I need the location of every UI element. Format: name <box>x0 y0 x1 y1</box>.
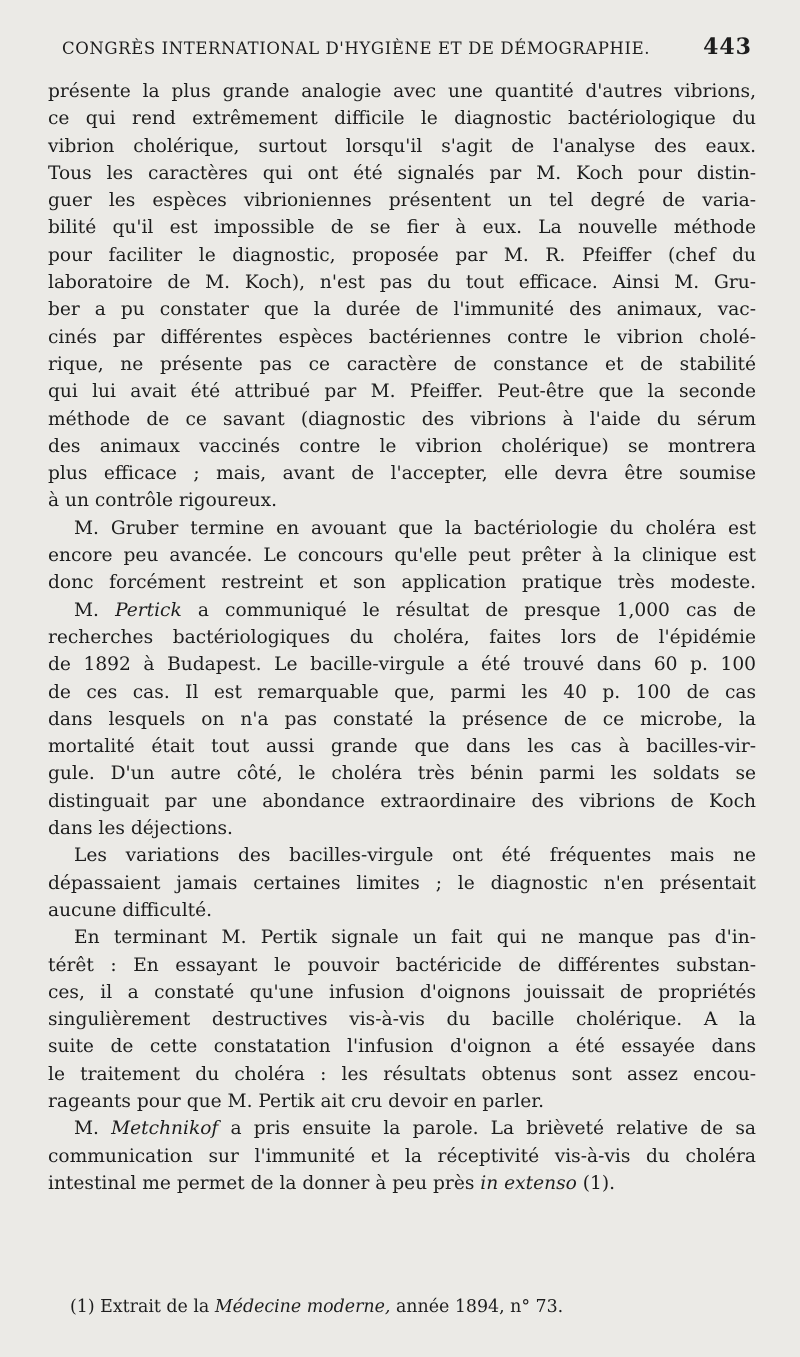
text-line: communication sur l'immunité et la réceptivité vis-à-vis du choléra <box>48 1145 756 1167</box>
text-line-rest: a pris ensuite la parole. La brièveté relative de sa <box>230 1118 756 1140</box>
text-line: encore peu avancée. Le concours qu'elle peut prêter à la clinique est <box>48 545 756 567</box>
text-prefix: M. <box>74 599 99 621</box>
text-line: ber a pu constater que la durée de l'immunité des animaux, vac- <box>48 299 756 321</box>
text-line: suite de cette constatation l'infusion d'oignon a été essayée dans <box>48 1036 756 1058</box>
text-line: dans lesquels on n'a pas constaté la présence de ce microbe, la <box>48 708 756 730</box>
text-line: M. Gruber termine en avouant que la bactériologie du choléra est <box>74 517 756 539</box>
footnote-ref: (1). <box>582 1172 615 1194</box>
text-line: recherches bactériologiques du choléra, faites lors de l'épidémie <box>48 626 756 648</box>
journal-title: Médecine moderne, <box>214 1297 391 1317</box>
text-line: vibrion cholérique, surtout lorsqu'il s'agit de l'analyse des eaux. <box>48 135 756 157</box>
text-line: rageants pour que M. Pertik ait cru devoir en parler. <box>48 1090 544 1112</box>
footnote-text: Extrait de la <box>100 1297 210 1317</box>
text-line: des animaux vaccinés contre le vibrion cholérique) se montrera <box>48 435 756 457</box>
text-line-pertick <box>48 597 756 624</box>
text-line: dans les déjections. <box>48 818 233 840</box>
text-line: qui lui avait été attribué par M. Pfeiffer. Peut-être que la seconde <box>48 381 756 403</box>
text-line: le traitement du choléra : les résultats obtenus sont assez encou- <box>48 1063 756 1085</box>
text-line-start: intestinal me permet de la donner à peu près <box>48 1172 475 1194</box>
text-prefix: M. <box>74 1118 99 1140</box>
footnote-marker: (1) <box>70 1297 95 1317</box>
latin-phrase: in extenso <box>480 1172 577 1194</box>
text-line: cinés par différentes espèces bactériennes contre le vibrion cholé- <box>48 326 756 348</box>
text-line: Les variations des bacilles-virgule ont été fréquentes mais ne <box>74 845 756 867</box>
running-title: CONGRÈS INTERNATIONAL D'HYGIÈNE ET DE DÉMOGRAPHIE. <box>62 39 651 58</box>
body-text <box>48 78 756 1197</box>
text-line: de ces cas. Il est remarquable que, parmi les 40 p. 100 de cas <box>48 681 756 703</box>
person-name-pertick: Pertick <box>115 599 182 621</box>
text-line-final <box>48 1170 756 1197</box>
text-line: à un contrôle rigoureux. <box>48 490 278 512</box>
text-line-rest: a communiqué le résultat de presque 1,000 cas de <box>197 599 756 621</box>
text-line: guer les espèces vibrioniennes présentent un tel degré de varia- <box>48 190 756 212</box>
running-head <box>62 34 752 62</box>
text-line: donc forcément restreint et son application pratique très modeste. <box>48 572 756 594</box>
text-line: En terminant M. Pertik signale un fait qui ne manque pas d'in- <box>74 927 756 949</box>
text-line-metchnikof <box>48 1115 756 1142</box>
person-name-metchnikof: Metchnikof <box>111 1118 219 1140</box>
text-line: présente la plus grande analogie avec une quantité d'autres vibrions, <box>48 81 756 102</box>
text-line: térêt : En essayant le pouvoir bactéricide de différentes substan- <box>48 954 756 976</box>
text-line: méthode de ce savant (diagnostic des vibrions à l'aide du sérum <box>48 408 756 430</box>
text-line: ces, il a constaté qu'une infusion d'oignons jouissait de propriétés <box>48 981 756 1003</box>
text-line: rique, ne présente pas ce caractère de constance et de stabilité <box>48 353 756 375</box>
text-line: distinguait par une abondance extraordinaire des vibrions de Koch <box>48 790 756 812</box>
text-line: gule. D'un autre côté, le choléra très bénin parmi les soldats se <box>48 763 756 785</box>
text-line: mortalité était tout aussi grande que dans les cas à bacilles-vir- <box>48 736 756 758</box>
text-line: singulièrement destructives vis-à-vis du bacille cholérique. A la <box>48 1009 756 1031</box>
text-line: pour faciliter le diagnostic, proposée par M. R. Pfeiffer (chef du <box>48 244 756 266</box>
text-line: aucune difficulté. <box>48 899 213 921</box>
text-line: plus efficace ; mais, avant de l'accepter, elle devra être soumise <box>48 463 756 485</box>
text-line: bilité qu'il est impossible de se fier à eux. La nouvelle méthode <box>48 217 756 239</box>
text-line: ce qui rend extrêmement difficile le diagnostic bactériologique du <box>48 108 756 130</box>
footnote-text: année 1894, n° 73. <box>395 1297 564 1317</box>
text-line: de 1892 à Budapest. Le bacille-virgule a été trouvé dans 60 p. 100 <box>48 654 756 676</box>
text-line: Tous les caractères qui ont été signalés par M. Koch pour distin- <box>48 162 756 184</box>
page-number: 443 <box>703 34 752 60</box>
text-line: dépassaient jamais certaines limites ; le diagnostic n'en présentait <box>48 872 756 894</box>
text-line: laboratoire de M. Koch), n'est pas du tout efficace. Ainsi M. Gru- <box>48 272 756 294</box>
footnote <box>70 1297 563 1317</box>
